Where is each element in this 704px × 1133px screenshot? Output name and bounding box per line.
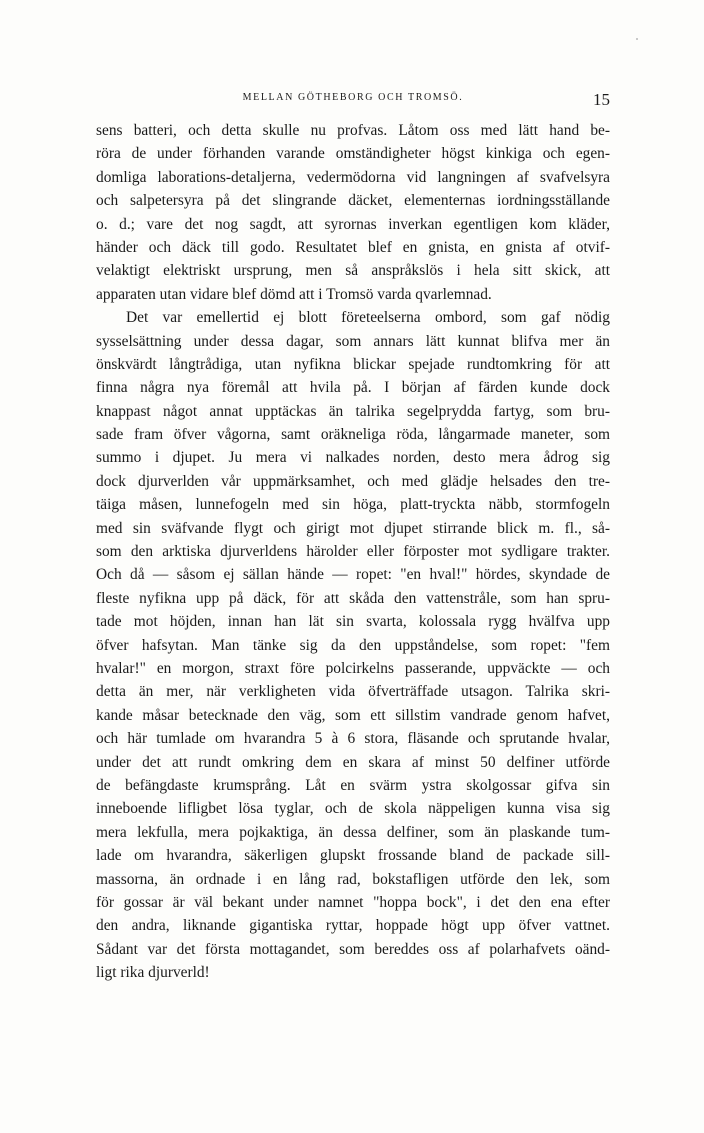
- text-line: velaktigt elektriskt ursprung, men så anspråkslös i hela sitt skick, att: [96, 262, 610, 280]
- text-line: fleste nyfikna upp på däck, för att skåda den vattenstråle, som han spru-: [96, 589, 610, 607]
- text-line: kande måsar betecknade den väg, som ett sillstim vandrade genom hafvet,: [96, 706, 610, 724]
- text-line: summo i djupet. Ju mera vi nalkades norden, desto mera ådrog sig: [96, 449, 610, 467]
- text-line: finna några nya föremål att hvila på. I början af färden kunde dock: [96, 379, 610, 397]
- text-line: mera lekfulla, mera pojkaktiga, än dessa delfiner, som än plaskande tum-: [96, 823, 610, 841]
- text-line: o. d.; vare det nog sagdt, att syrornas inverkan egentligen kom kläder,: [96, 215, 610, 233]
- paragraph: [96, 119, 610, 306]
- text-line: domliga laborations-detaljerna, vedermödorna vid langningen af svafvelsyra: [96, 168, 610, 186]
- page-number: 15: [593, 90, 610, 109]
- running-title: MELLAN GÖTHEBORG OCH TROMSÖ.: [242, 92, 464, 103]
- text-line: och här tumlade om hvarandra 5 à 6 stora, fläsande och sprutande hvalar,: [96, 730, 610, 748]
- text-line: täiga måsen, lunnefogeln med sin höga, platt-tryckta näbb, stormfogeln: [96, 496, 610, 514]
- text-line: önskvärdt långtrådiga, utan nyfikna blickar spejade rundtomkring för att: [96, 355, 610, 373]
- text-line: detta än mer, när verkligheten vida öfverträffade utsagon. Talrika skri-: [96, 683, 610, 701]
- text-line: med sin sväfvande flygt och girigt mot djupet stirrande blick m. fl., så-: [96, 519, 610, 537]
- text-line: lade om hvarandra, säkerligen glupskt frossande bland de packade sill-: [96, 847, 610, 865]
- text-line: apparaten utan vidare blef dömd att i Tromsö varda qvarlemnad.: [96, 285, 492, 303]
- text-line: den andra, liknande gigantiska ryttar, hoppade högt upp öfver vattnet.: [96, 917, 610, 935]
- text-line: händer och däck till godo. Resultatet blef en gnista, en gnista af otvif-: [96, 238, 610, 256]
- text-line: under det att rundt omkring dem en skara af minst 50 delfiner utförde: [96, 753, 610, 771]
- paragraph: [96, 306, 610, 984]
- body-text: [96, 119, 610, 984]
- text-line: Och då — såsom ej sällan hände — ropet: "en hval!" hördes, skyndade de: [96, 566, 610, 584]
- text-line: inneboende lifligbet lösa tyglar, och de skola näppeligen kunna visa sig: [96, 800, 610, 818]
- text-line: och salpetersyra på det slingrande däcket, elementernas iordningsställande: [96, 192, 610, 210]
- text-line: röra de under förhanden varande omständigheter högst kinkiga och egen-: [96, 145, 610, 163]
- text-line: öfver hafsytan. Man tänke sig da den uppståndelse, som ropet: "fem: [96, 636, 610, 654]
- text-line: för gossar är väl bekant under namnet "hoppa bock", i det den ena efter: [96, 893, 610, 911]
- text-line: hvalar!" en morgon, straxt före polcirkelns passerande, uppväckte — och: [96, 659, 610, 677]
- text-line: Det var emellertid ej blott företeelserna ombord, som gaf nödig: [126, 309, 610, 327]
- text-line: som den arktiska djurverldens härolder eller förposter mot sydligare trakter.: [96, 543, 610, 561]
- text-line: massorna, än ordnade i en lång rad, bokstafligen utförde den lek, som: [96, 870, 610, 888]
- text-line: Sådant var det första mottagandet, som bereddes oss af polarhafvets oänd-: [96, 940, 610, 958]
- text-line: de befängdaste krumsprång. Låt en svärm ystra skolgossar gifva sin: [96, 776, 610, 794]
- text-line: sade fram öfver vågorna, samt oräkneliga röda, långarmade maneter, som: [96, 426, 610, 444]
- text-line: knappast något annat upptäckas än talrika segelprydda fartyg, som bru-: [96, 402, 610, 420]
- text-line: dock djurverlden vår uppmärksamhet, och med glädje helsades den tre-: [96, 472, 610, 490]
- text-line: tade mot höjden, innan han lät sin svarta, kolossala rygg hvälfva upp: [96, 613, 610, 631]
- text-line: sens batteri, och detta skulle nu profvas. Låtom oss med lätt hand be-: [96, 122, 610, 139]
- paper-speck: [636, 38, 638, 40]
- text-line: ligt rika djurverld!: [96, 964, 210, 982]
- running-head: [96, 90, 610, 110]
- text-line: sysselsättning under dessa dagar, som annars lätt kunnat blifva mer än: [96, 332, 610, 350]
